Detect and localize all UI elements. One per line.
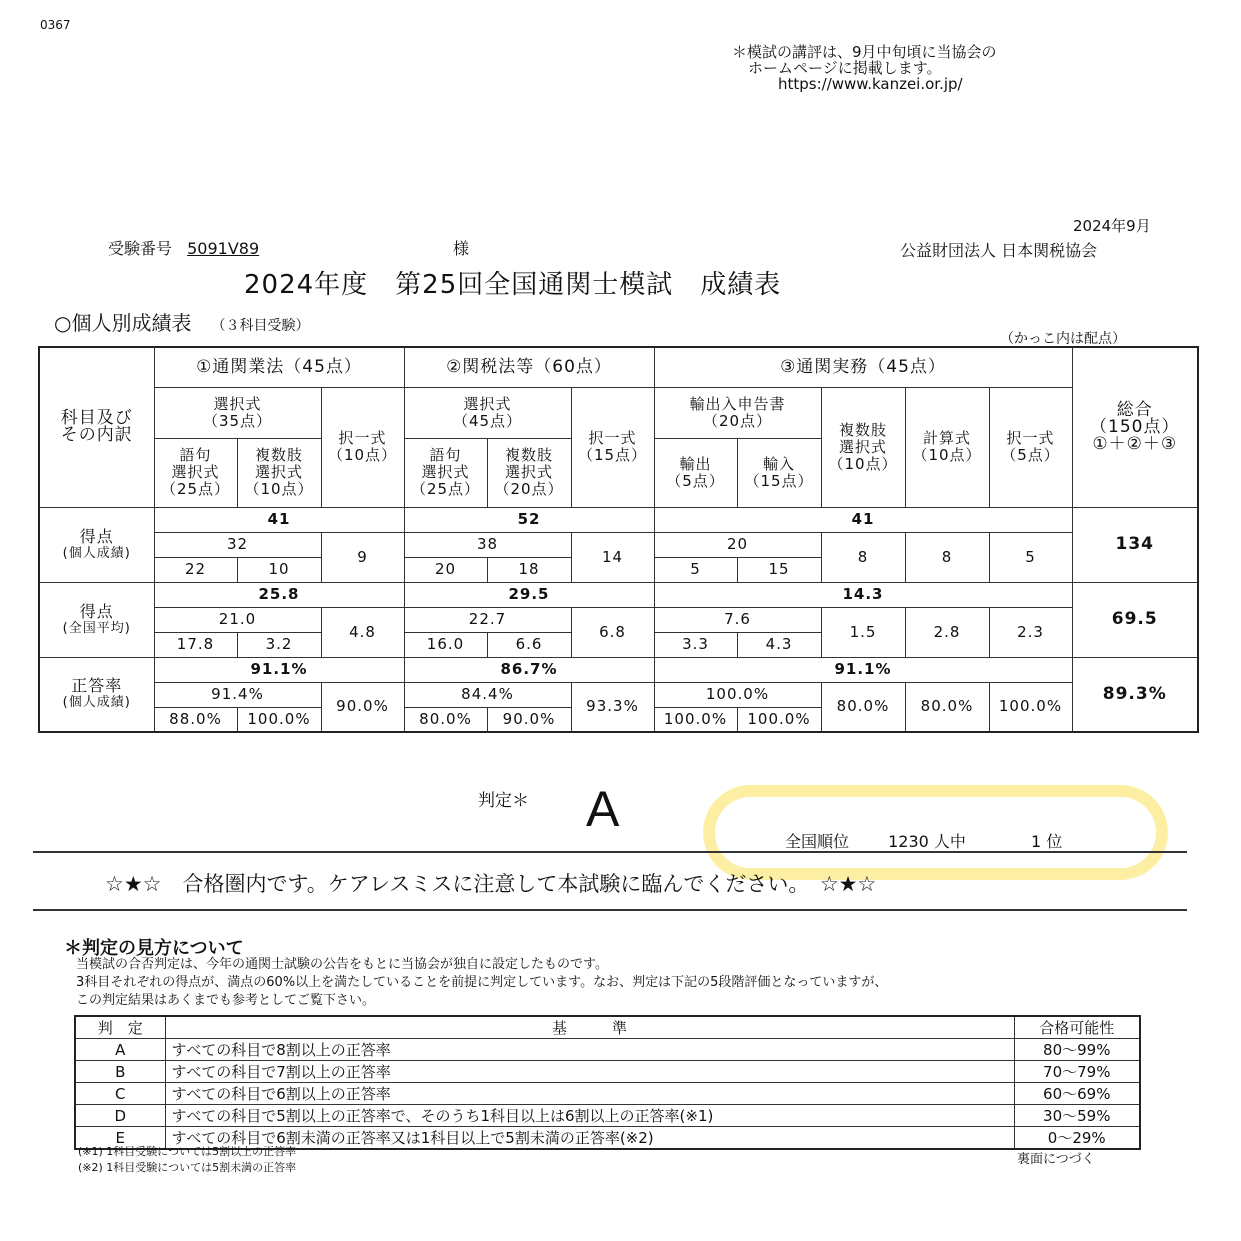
note-url: https://www.kanzei.or.jp/ bbox=[778, 75, 963, 93]
explain-title: ＊判定の見方について bbox=[64, 938, 244, 959]
value-cell: 100.0% bbox=[654, 707, 737, 732]
value-cell: 9 bbox=[321, 532, 404, 582]
explain-line: 3科目それぞれの得点が、満点の60%以上を満たしていることを前提に判定しています。なお、判定は下記の5段階評価となっていますが、 bbox=[76, 975, 888, 990]
score-table bbox=[38, 346, 1199, 733]
header-text-line: 輸出 bbox=[679, 454, 712, 473]
header-text-line: （20点） bbox=[702, 411, 773, 430]
examinee-id: 5091V89 bbox=[187, 239, 260, 258]
subject-2-total: 29.5 bbox=[404, 582, 654, 607]
subject-3-total: 14.3 bbox=[654, 582, 1072, 607]
header-text-line: （10点） bbox=[327, 446, 398, 464]
rank-value: 1 bbox=[1031, 832, 1042, 851]
criteria-standard: すべての科目で5割以上の正答率で、そのうち1科目以上は6割以上の正答率(※1) bbox=[165, 1105, 1014, 1127]
header-cell bbox=[487, 438, 571, 507]
header-text-line: 複数肢 bbox=[254, 446, 303, 464]
footnote: (※2) 1科目受験については5割未満の正答率 bbox=[78, 1161, 297, 1174]
criteria-header: 合格可能性 bbox=[1014, 1016, 1140, 1039]
value-cell: 4.8 bbox=[321, 607, 404, 657]
section-label-sub: (個人成績) bbox=[62, 695, 131, 711]
header-text-line: （25点） bbox=[160, 480, 231, 498]
score-row bbox=[39, 532, 1198, 557]
criteria-table bbox=[74, 1015, 1141, 1150]
header-text-line: 輸入 bbox=[762, 454, 795, 473]
header-text-line: （10点） bbox=[912, 446, 982, 464]
header-text-line: 択一式 bbox=[1006, 429, 1055, 447]
criteria-grade: D bbox=[75, 1105, 165, 1127]
header-text-line: （150点） bbox=[1090, 416, 1180, 437]
points-note: （かっこ内は配点） bbox=[1000, 331, 1126, 347]
value-cell: 10 bbox=[237, 557, 321, 582]
rank-total: 1230 bbox=[888, 832, 929, 851]
value-cell: 14 bbox=[571, 532, 654, 582]
section-label bbox=[39, 582, 154, 657]
value-cell: 21.0 bbox=[154, 607, 321, 632]
subject-1-header: ①通関業法（45点） bbox=[154, 347, 404, 387]
header-text-line: ①＋②＋③ bbox=[1092, 433, 1178, 454]
value-cell: 2.3 bbox=[989, 607, 1072, 657]
value-cell: 4.3 bbox=[737, 632, 821, 657]
explain-text bbox=[76, 956, 887, 1010]
rank-label: 全国順位 bbox=[785, 832, 850, 851]
value-cell: 38 bbox=[404, 532, 571, 557]
header-text-line: 総合 bbox=[1116, 399, 1153, 420]
value-cell: 1.5 bbox=[821, 607, 905, 657]
header-cell bbox=[154, 387, 321, 438]
criteria-row bbox=[75, 1039, 1140, 1061]
value-cell: 22 bbox=[154, 557, 237, 582]
value-cell: 5 bbox=[989, 532, 1072, 582]
criteria-grade: A bbox=[75, 1039, 165, 1061]
footnotes bbox=[78, 1144, 296, 1176]
header-text-line: （45点） bbox=[452, 411, 523, 430]
row-label-header bbox=[39, 347, 154, 507]
header-cell bbox=[737, 438, 821, 507]
header-text-line: 科目及び bbox=[60, 408, 133, 429]
note-line: ＊模試の講評は、9月中旬頃に当協会の bbox=[732, 43, 997, 61]
subject-1-total: 41 bbox=[154, 507, 404, 532]
header-text-line: 計算式 bbox=[922, 429, 971, 447]
header-cell bbox=[321, 387, 404, 507]
score-row bbox=[39, 657, 1198, 682]
value-cell: 84.4% bbox=[404, 682, 571, 707]
note-line: ホームページに掲載します。 bbox=[748, 59, 942, 77]
header-text-line: 選択式 bbox=[504, 463, 553, 481]
divider bbox=[33, 909, 1187, 911]
header-text-line: 選択式 bbox=[213, 394, 262, 413]
header-cell bbox=[571, 387, 654, 507]
header-text-line: 輸出入申告書 bbox=[689, 394, 786, 413]
criteria-header: 基 準 bbox=[165, 1016, 1014, 1039]
score-row bbox=[39, 682, 1198, 707]
criteria-grade: C bbox=[75, 1083, 165, 1105]
subject-3-header: ③通関実務（45点） bbox=[654, 347, 1072, 387]
header-cell bbox=[989, 387, 1072, 507]
divider bbox=[33, 851, 1187, 853]
value-cell: 93.3% bbox=[571, 682, 654, 732]
criteria-probability: 0〜29% bbox=[1014, 1127, 1140, 1150]
criteria-probability: 70〜79% bbox=[1014, 1061, 1140, 1083]
page-title: 2024年度 第25回全国通関士模試 成績表 bbox=[244, 270, 782, 300]
section-label-main: 正答率 bbox=[71, 676, 123, 696]
grand-total: 134 bbox=[1072, 507, 1198, 582]
header-cell bbox=[654, 438, 737, 507]
value-cell: 18 bbox=[487, 557, 571, 582]
criteria-row bbox=[75, 1061, 1140, 1083]
header-text-line: （20点） bbox=[494, 480, 564, 498]
examinee-number bbox=[108, 236, 259, 259]
value-cell: 16.0 bbox=[404, 632, 487, 657]
header-text-line: （35点） bbox=[202, 411, 273, 430]
value-cell: 6.8 bbox=[571, 607, 654, 657]
criteria-standard: すべての科目で6割未満の正答率又は1科目以上で5割未満の正答率(※2) bbox=[165, 1127, 1014, 1150]
value-cell: 5 bbox=[654, 557, 737, 582]
header-text-line: （10点） bbox=[244, 480, 314, 498]
header-text-line: 選択式 bbox=[838, 437, 887, 456]
value-cell: 7.6 bbox=[654, 607, 821, 632]
national-rank bbox=[785, 829, 1062, 852]
header-text-line: （15点） bbox=[577, 446, 648, 464]
footnote: (※1) 1科目受験については5割以上の正答率 bbox=[78, 1145, 297, 1158]
header-text-line: （10点） bbox=[828, 454, 898, 473]
value-cell: 2.8 bbox=[905, 607, 989, 657]
value-cell: 91.4% bbox=[154, 682, 321, 707]
header-cell bbox=[905, 387, 989, 507]
subtitle: ○個人別成績表 bbox=[54, 311, 192, 335]
criteria-probability: 80〜99% bbox=[1014, 1039, 1140, 1061]
header-text-line: 語句 bbox=[429, 446, 462, 464]
result-message: ☆★☆ 合格圏内です。ケアレスミスに注意して本試験に臨んでください。 ☆★☆ bbox=[105, 872, 877, 896]
judgement-label: 判定＊ bbox=[478, 791, 529, 811]
subject-2-header: ②関税法等（60点） bbox=[404, 347, 654, 387]
header-cell bbox=[237, 438, 321, 507]
criteria-standard: すべての科目で6割以上の正答率 bbox=[165, 1083, 1014, 1105]
header-text-line: 選択式 bbox=[421, 463, 470, 481]
criteria-row bbox=[75, 1105, 1140, 1127]
value-cell: 80.0% bbox=[905, 682, 989, 732]
subject-1-total: 91.1% bbox=[154, 657, 404, 682]
explain-line: 当模試の合否判定は、今年の通関士試験の公告をもとに当協会が独自に設定したものです。 bbox=[76, 957, 608, 972]
value-cell: 90.0% bbox=[487, 707, 571, 732]
criteria-probability: 30〜59% bbox=[1014, 1105, 1140, 1127]
section-title bbox=[54, 307, 309, 336]
score-row bbox=[39, 507, 1198, 532]
value-cell: 100.0% bbox=[237, 707, 321, 732]
subject-2-total: 86.7% bbox=[404, 657, 654, 682]
examinee-label: 受験番号 bbox=[108, 239, 173, 258]
review-note bbox=[732, 44, 997, 92]
value-cell: 8 bbox=[905, 532, 989, 582]
document-id: 0367 bbox=[40, 18, 71, 32]
honorific: 様 bbox=[453, 239, 470, 258]
header-text-line: （5点） bbox=[666, 471, 725, 490]
criteria-header: 判 定 bbox=[75, 1016, 165, 1039]
judgement-grade: A bbox=[586, 781, 620, 837]
score-row bbox=[39, 607, 1198, 632]
value-cell: 100.0% bbox=[654, 682, 821, 707]
section-label bbox=[39, 507, 154, 582]
criteria-grade: B bbox=[75, 1061, 165, 1083]
header-text-line: （15点） bbox=[744, 471, 814, 490]
total-header bbox=[1072, 347, 1198, 507]
header-cell bbox=[154, 438, 237, 507]
header-text-line: 複数肢 bbox=[838, 420, 887, 439]
value-cell: 32 bbox=[154, 532, 321, 557]
value-cell: 17.8 bbox=[154, 632, 237, 657]
header-cell bbox=[654, 387, 821, 438]
header-cell bbox=[821, 387, 905, 507]
value-cell: 90.0% bbox=[321, 682, 404, 732]
value-cell: 20 bbox=[404, 557, 487, 582]
criteria-row bbox=[75, 1083, 1140, 1105]
value-cell: 15 bbox=[737, 557, 821, 582]
value-cell: 88.0% bbox=[154, 707, 237, 732]
value-cell: 3.2 bbox=[237, 632, 321, 657]
subject-2-total: 52 bbox=[404, 507, 654, 532]
header-text-line: その内訳 bbox=[60, 425, 133, 446]
grand-total: 69.5 bbox=[1072, 582, 1198, 657]
header-text-line: 択一式 bbox=[588, 429, 637, 447]
criteria-probability: 60〜69% bbox=[1014, 1083, 1140, 1105]
subject-3-total: 41 bbox=[654, 507, 1072, 532]
subject-3-total: 91.1% bbox=[654, 657, 1072, 682]
grand-total: 89.3% bbox=[1072, 657, 1198, 732]
value-cell: 100.0% bbox=[737, 707, 821, 732]
header-cell bbox=[404, 438, 487, 507]
value-cell: 6.6 bbox=[487, 632, 571, 657]
value-cell: 22.7 bbox=[404, 607, 571, 632]
section-label-main: 得点 bbox=[79, 601, 114, 621]
section-label-sub: (全国平均) bbox=[62, 620, 131, 636]
rank-total-unit: 人中 bbox=[933, 832, 966, 851]
value-cell: 20 bbox=[654, 532, 821, 557]
criteria-standard: すべての科目で7割以上の正答率 bbox=[165, 1061, 1014, 1083]
continued-note: 裏面につづく bbox=[1017, 1152, 1095, 1167]
value-cell: 3.3 bbox=[654, 632, 737, 657]
criteria-grade: E bbox=[75, 1127, 165, 1150]
score-row bbox=[39, 582, 1198, 607]
rank-unit: 位 bbox=[1046, 832, 1063, 851]
subject-1-total: 25.8 bbox=[154, 582, 404, 607]
header-text-line: 語句 bbox=[179, 446, 212, 464]
header-text-line: （25点） bbox=[410, 480, 481, 498]
section-label-main: 得点 bbox=[79, 526, 114, 546]
explain-line: この判定結果はあくまでも参考としてご覧下さい。 bbox=[76, 993, 376, 1008]
header-cell bbox=[404, 387, 571, 438]
organization: 公益財団法人 日本関税協会 bbox=[900, 241, 1098, 260]
criteria-standard: すべての科目で8割以上の正答率 bbox=[165, 1039, 1014, 1061]
header-text-line: 選択式 bbox=[171, 463, 220, 481]
header-text-line: 複数肢 bbox=[504, 446, 553, 464]
header-text-line: 選択式 bbox=[463, 394, 512, 413]
header-text-line: 択一式 bbox=[338, 429, 387, 447]
header-text-line: （5点） bbox=[1001, 446, 1060, 464]
subtitle-note: （３科目受験） bbox=[211, 318, 310, 334]
issue-date: 2024年9月 bbox=[1073, 217, 1151, 235]
value-cell: 8 bbox=[821, 532, 905, 582]
value-cell: 100.0% bbox=[989, 682, 1072, 732]
value-cell: 80.0% bbox=[821, 682, 905, 732]
value-cell: 80.0% bbox=[404, 707, 487, 732]
section-label-sub: (個人成績) bbox=[62, 545, 131, 561]
header-text-line: 選択式 bbox=[254, 463, 303, 481]
section-label bbox=[39, 657, 154, 732]
